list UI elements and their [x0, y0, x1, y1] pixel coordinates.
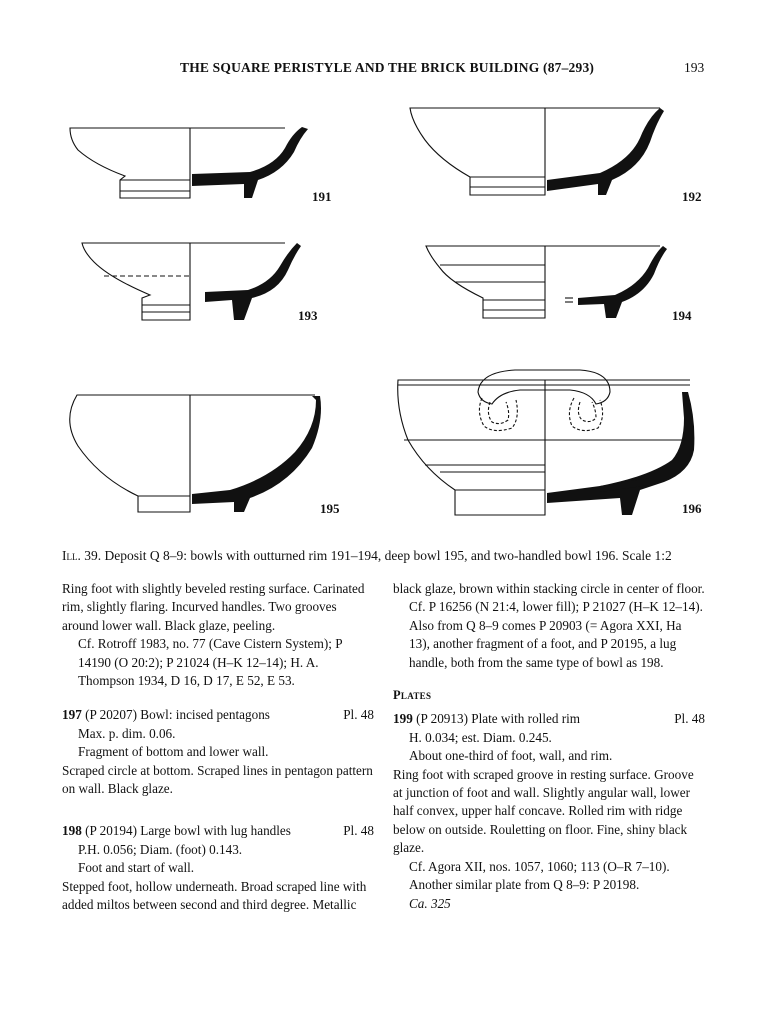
section-195 — [192, 396, 321, 512]
right-paragraph-2: Cf. P 16256 (N 21:4, lower fill); P 21027 (H–K 12–14). Also from Q 8–9 comes P 20903 (= Agora XXI, Ha 13), another fragment of a foot, and P 20195, a lug handle, both from the same type of bowl as 198. — [409, 599, 703, 670]
profile-193 — [82, 243, 285, 320]
catalog-entry-199-heading — [393, 710, 705, 728]
catalog-title-199: (P 20913) Plate with rolled rim — [416, 711, 581, 727]
section-193 — [205, 243, 301, 320]
figure-caption — [62, 548, 712, 564]
comparanda-199: Cf. Agora XII, nos. 1057, 1060; 113 (O–R 7–10). Another similar plate from Q 8–9: P 20198. — [409, 858, 670, 893]
catalog-number-198: 198 — [62, 823, 82, 839]
profile-192 — [410, 108, 660, 195]
left-paragraph-1: Ring foot with slightly beveled resting surface. Carinated rim, slightly flaring. Incurved handles. Two grooves around lower wall. Black glaze, peeling. — [62, 581, 365, 633]
caption-prefix: Ill. 39. — [62, 548, 102, 563]
figure-label-191: 191 — [312, 189, 332, 204]
section-191 — [192, 127, 308, 198]
profile-194 — [426, 246, 660, 318]
catalog-title-198: (P 20194) Large bowl with lug handles — [85, 823, 291, 839]
catalog-number-197: 197 — [62, 707, 82, 723]
preservation-199: About one-third of foot, wall, and rim. — [409, 748, 613, 764]
caption-text: Deposit Q 8–9: bowls with outturned rim 191–194, deep bowl 195, and two-handled bowl 196. Scale 1:2 — [104, 548, 672, 563]
section-194 — [578, 246, 667, 318]
dimensions-199: H. 0.034; est. Diam. 0.245. — [409, 729, 552, 745]
plate-ref-197: Pl. 48 — [343, 707, 374, 723]
section-heading-plates: Plates — [393, 688, 432, 703]
plate-ref-199: Pl. 48 — [674, 711, 705, 727]
right-column — [393, 580, 705, 913]
profile-196 — [398, 370, 690, 515]
description-197: Scraped circle at bottom. Scraped lines in pentagon pattern on wall. Black glaze. — [62, 762, 373, 797]
plate-ref-198: Pl. 48 — [343, 823, 374, 839]
figure-label-192: 192 — [682, 189, 702, 204]
figure-label-194: 194 — [672, 308, 692, 323]
section-192 — [547, 108, 664, 195]
running-title: THE SQUARE PERISTYLE AND THE BRICK BUILDING (87–293) — [180, 60, 595, 75]
preservation-197: Fragment of bottom and lower wall. — [78, 744, 269, 760]
left-column — [62, 580, 374, 915]
preservation-198: Foot and start of wall. — [78, 860, 195, 876]
section-196 — [547, 392, 694, 515]
left-paragraph-2: Cf. Rotroff 1983, no. 77 (Cave Cistern System); P 14190 (O 20:2); P 21024 (H–K 12–14); H. A. Thompson 1934, D 16, D 17, E 52, E 53. — [78, 636, 343, 689]
catalog-title-197: (P 20207) Bowl: incised pentagons — [85, 707, 270, 723]
catalog-number-199: 199 — [393, 711, 413, 727]
right-paragraph-1: black glaze, brown within stacking circle in center of floor. — [393, 581, 705, 596]
description-198: Stepped foot, hollow underneath. Broad scraped line with added miltos between second and third degree. Metallic — [62, 878, 367, 913]
figure-label-193: 193 — [298, 308, 318, 323]
figure-label-195: 195 — [320, 501, 340, 516]
page-number: 193 — [684, 60, 705, 75]
catalog-entry-198-heading — [62, 822, 374, 840]
date-199: Ca. 325 — [409, 895, 451, 911]
dimensions-197: Max. p. dim. 0.06. — [78, 725, 176, 741]
dimensions-198: P.H. 0.056; Diam. (foot) 0.143. — [78, 841, 243, 857]
figure-label-196: 196 — [682, 501, 702, 516]
catalog-entry-197-heading — [62, 706, 374, 724]
description-199: Ring foot with scraped groove in resting surface. Groove at junction of foot and wall. Slightly angular wall, lower half convex, upper half concave. Rolled rim with ridge below on outside. Rouletting on floor. Fine, shiny black glaze. — [393, 766, 694, 856]
